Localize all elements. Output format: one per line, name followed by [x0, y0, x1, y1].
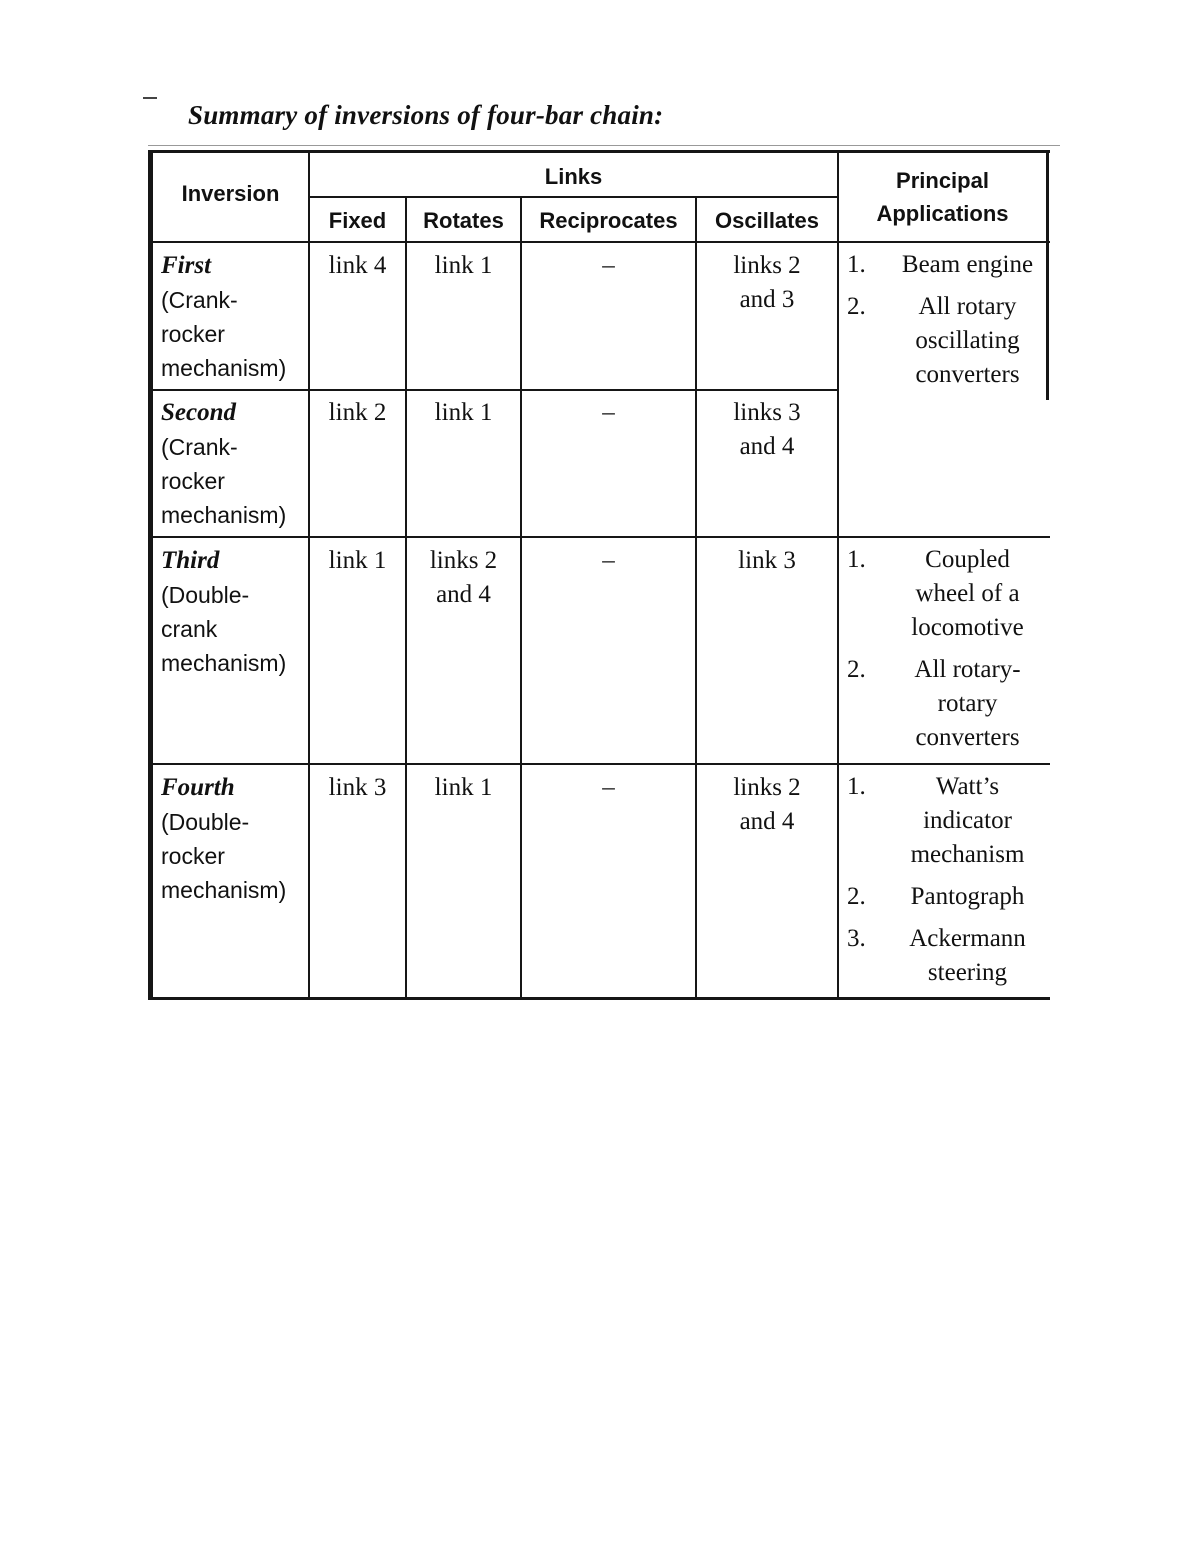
header-fixed: Fixed — [328, 208, 387, 233]
application-item — [839, 922, 1046, 990]
table-border-top — [148, 150, 1050, 153]
row-third-rotates — [407, 544, 520, 612]
oscillates-line: links 2 — [733, 774, 801, 801]
row-first-oscillates — [697, 249, 837, 317]
row-fourth-oscillates — [697, 771, 837, 839]
row-second-oscillates — [697, 396, 837, 464]
rotates-line: link 1 — [434, 399, 493, 426]
row-rule-3 — [148, 763, 1050, 765]
mechanism-line: (Double- — [161, 809, 250, 835]
application-number: 2. — [847, 656, 866, 683]
col-divider-reciprocates — [695, 197, 697, 1000]
row-first-rotates — [407, 249, 520, 283]
application-item — [839, 543, 1046, 645]
page-title: Summary of inversions of four-bar chain: — [188, 100, 664, 130]
mechanism-line: rocker — [161, 843, 225, 869]
row-rule-1 — [148, 389, 839, 391]
application-text: Beam engine — [901, 251, 1034, 278]
table-border-right — [1046, 150, 1049, 400]
header-principal-applications — [839, 164, 1046, 230]
application-item — [839, 248, 1046, 282]
oscillates-line: and 3 — [739, 286, 795, 313]
title-underline — [148, 145, 1060, 146]
application-text: Watt’s — [935, 773, 1000, 800]
oscillates-line: and 4 — [739, 433, 795, 460]
mechanism-line: rocker — [161, 321, 225, 347]
row-first-reciprocates: – — [602, 252, 615, 279]
application-text: converters — [915, 361, 1020, 388]
mechanism-line: mechanism) — [161, 502, 287, 528]
application-text: indicator — [923, 807, 1012, 834]
rotates-line: links 2 — [429, 547, 498, 574]
row-third-fixed: link 1 — [328, 547, 387, 574]
application-text: Coupled — [925, 546, 1010, 573]
inversion-label: First — [161, 252, 212, 279]
application-number: 1. — [847, 546, 866, 573]
row-second-rotates — [407, 396, 520, 430]
links-subheader-rule — [310, 196, 837, 198]
application-number: 1. — [847, 251, 866, 278]
application-text: converters — [915, 724, 1020, 751]
table-border-left — [148, 150, 153, 1000]
application-text: steering — [927, 959, 1008, 986]
application-text: All rotary — [918, 293, 1017, 320]
header-reciprocates: Reciprocates — [539, 208, 678, 233]
header-inversion: Inversion — [181, 181, 280, 206]
applications-double-rocker — [839, 770, 1046, 998]
row-fourth-reciprocates: – — [602, 774, 615, 801]
application-number: 3. — [847, 925, 866, 952]
application-text: Pantograph — [910, 883, 1025, 910]
rotates-line: link 1 — [434, 252, 493, 279]
mechanism-line: mechanism) — [161, 877, 287, 903]
applications-double-crank — [839, 543, 1046, 763]
row-second-inversion — [161, 396, 306, 532]
application-number: 2. — [847, 293, 866, 320]
application-text: oscillating — [915, 327, 1020, 354]
application-number: 1. — [847, 773, 866, 800]
row-third-reciprocates: – — [602, 547, 615, 574]
oscillates-line: link 3 — [738, 547, 796, 574]
application-item — [839, 290, 1046, 392]
rotates-line: link 1 — [434, 774, 493, 801]
application-text: rotary — [937, 690, 998, 717]
application-text: locomotive — [911, 614, 1024, 641]
row-third-oscillates — [697, 544, 837, 578]
oscillates-line: links 2 — [733, 252, 801, 279]
application-item — [839, 770, 1046, 872]
mechanism-line: crank — [161, 616, 218, 642]
inversion-label: Second — [161, 399, 236, 426]
row-second-reciprocates: – — [602, 399, 615, 426]
application-text: wheel of a — [915, 580, 1020, 607]
header-applications-line: Applications — [876, 201, 1009, 226]
application-number: 2. — [847, 883, 866, 910]
applications-crank-rocker — [839, 248, 1046, 400]
mechanism-line: (Crank- — [161, 434, 238, 460]
application-text: mechanism — [910, 841, 1025, 868]
header-links: Links — [544, 164, 603, 189]
header-oscillates: Oscillates — [715, 208, 819, 233]
oscillates-line: links 3 — [733, 399, 801, 426]
row-second-fixed: link 2 — [328, 399, 387, 426]
row-first-inversion — [161, 249, 306, 385]
row-third-inversion — [161, 544, 306, 680]
mechanism-line: mechanism) — [161, 650, 287, 676]
application-item — [839, 880, 1046, 914]
oscillates-line: and 4 — [739, 808, 795, 835]
row-fourth-rotates — [407, 771, 520, 805]
header-principal-line: Principal — [896, 168, 989, 193]
header-rotates: Rotates — [423, 208, 504, 233]
inversion-label: Third — [161, 547, 220, 574]
row-first-fixed: link 4 — [328, 252, 387, 279]
row-rule-2 — [148, 536, 1050, 538]
mechanism-line: mechanism) — [161, 355, 287, 381]
mechanism-line: rocker — [161, 468, 225, 494]
mechanism-line: (Crank- — [161, 287, 238, 313]
row-fourth-fixed: link 3 — [328, 774, 387, 801]
header-bottom-rule — [148, 241, 1050, 243]
mechanism-line: (Double- — [161, 582, 250, 608]
row-fourth-inversion — [161, 771, 306, 907]
margin-mark — [143, 97, 157, 99]
application-text: Ackermann — [909, 925, 1026, 952]
application-text: All rotary- — [914, 656, 1021, 683]
inversions-table — [148, 150, 1050, 1000]
col-divider-rotates — [520, 197, 522, 1000]
application-item — [839, 653, 1046, 755]
rotates-line: and 4 — [436, 581, 491, 608]
inversion-label: Fourth — [161, 774, 235, 801]
